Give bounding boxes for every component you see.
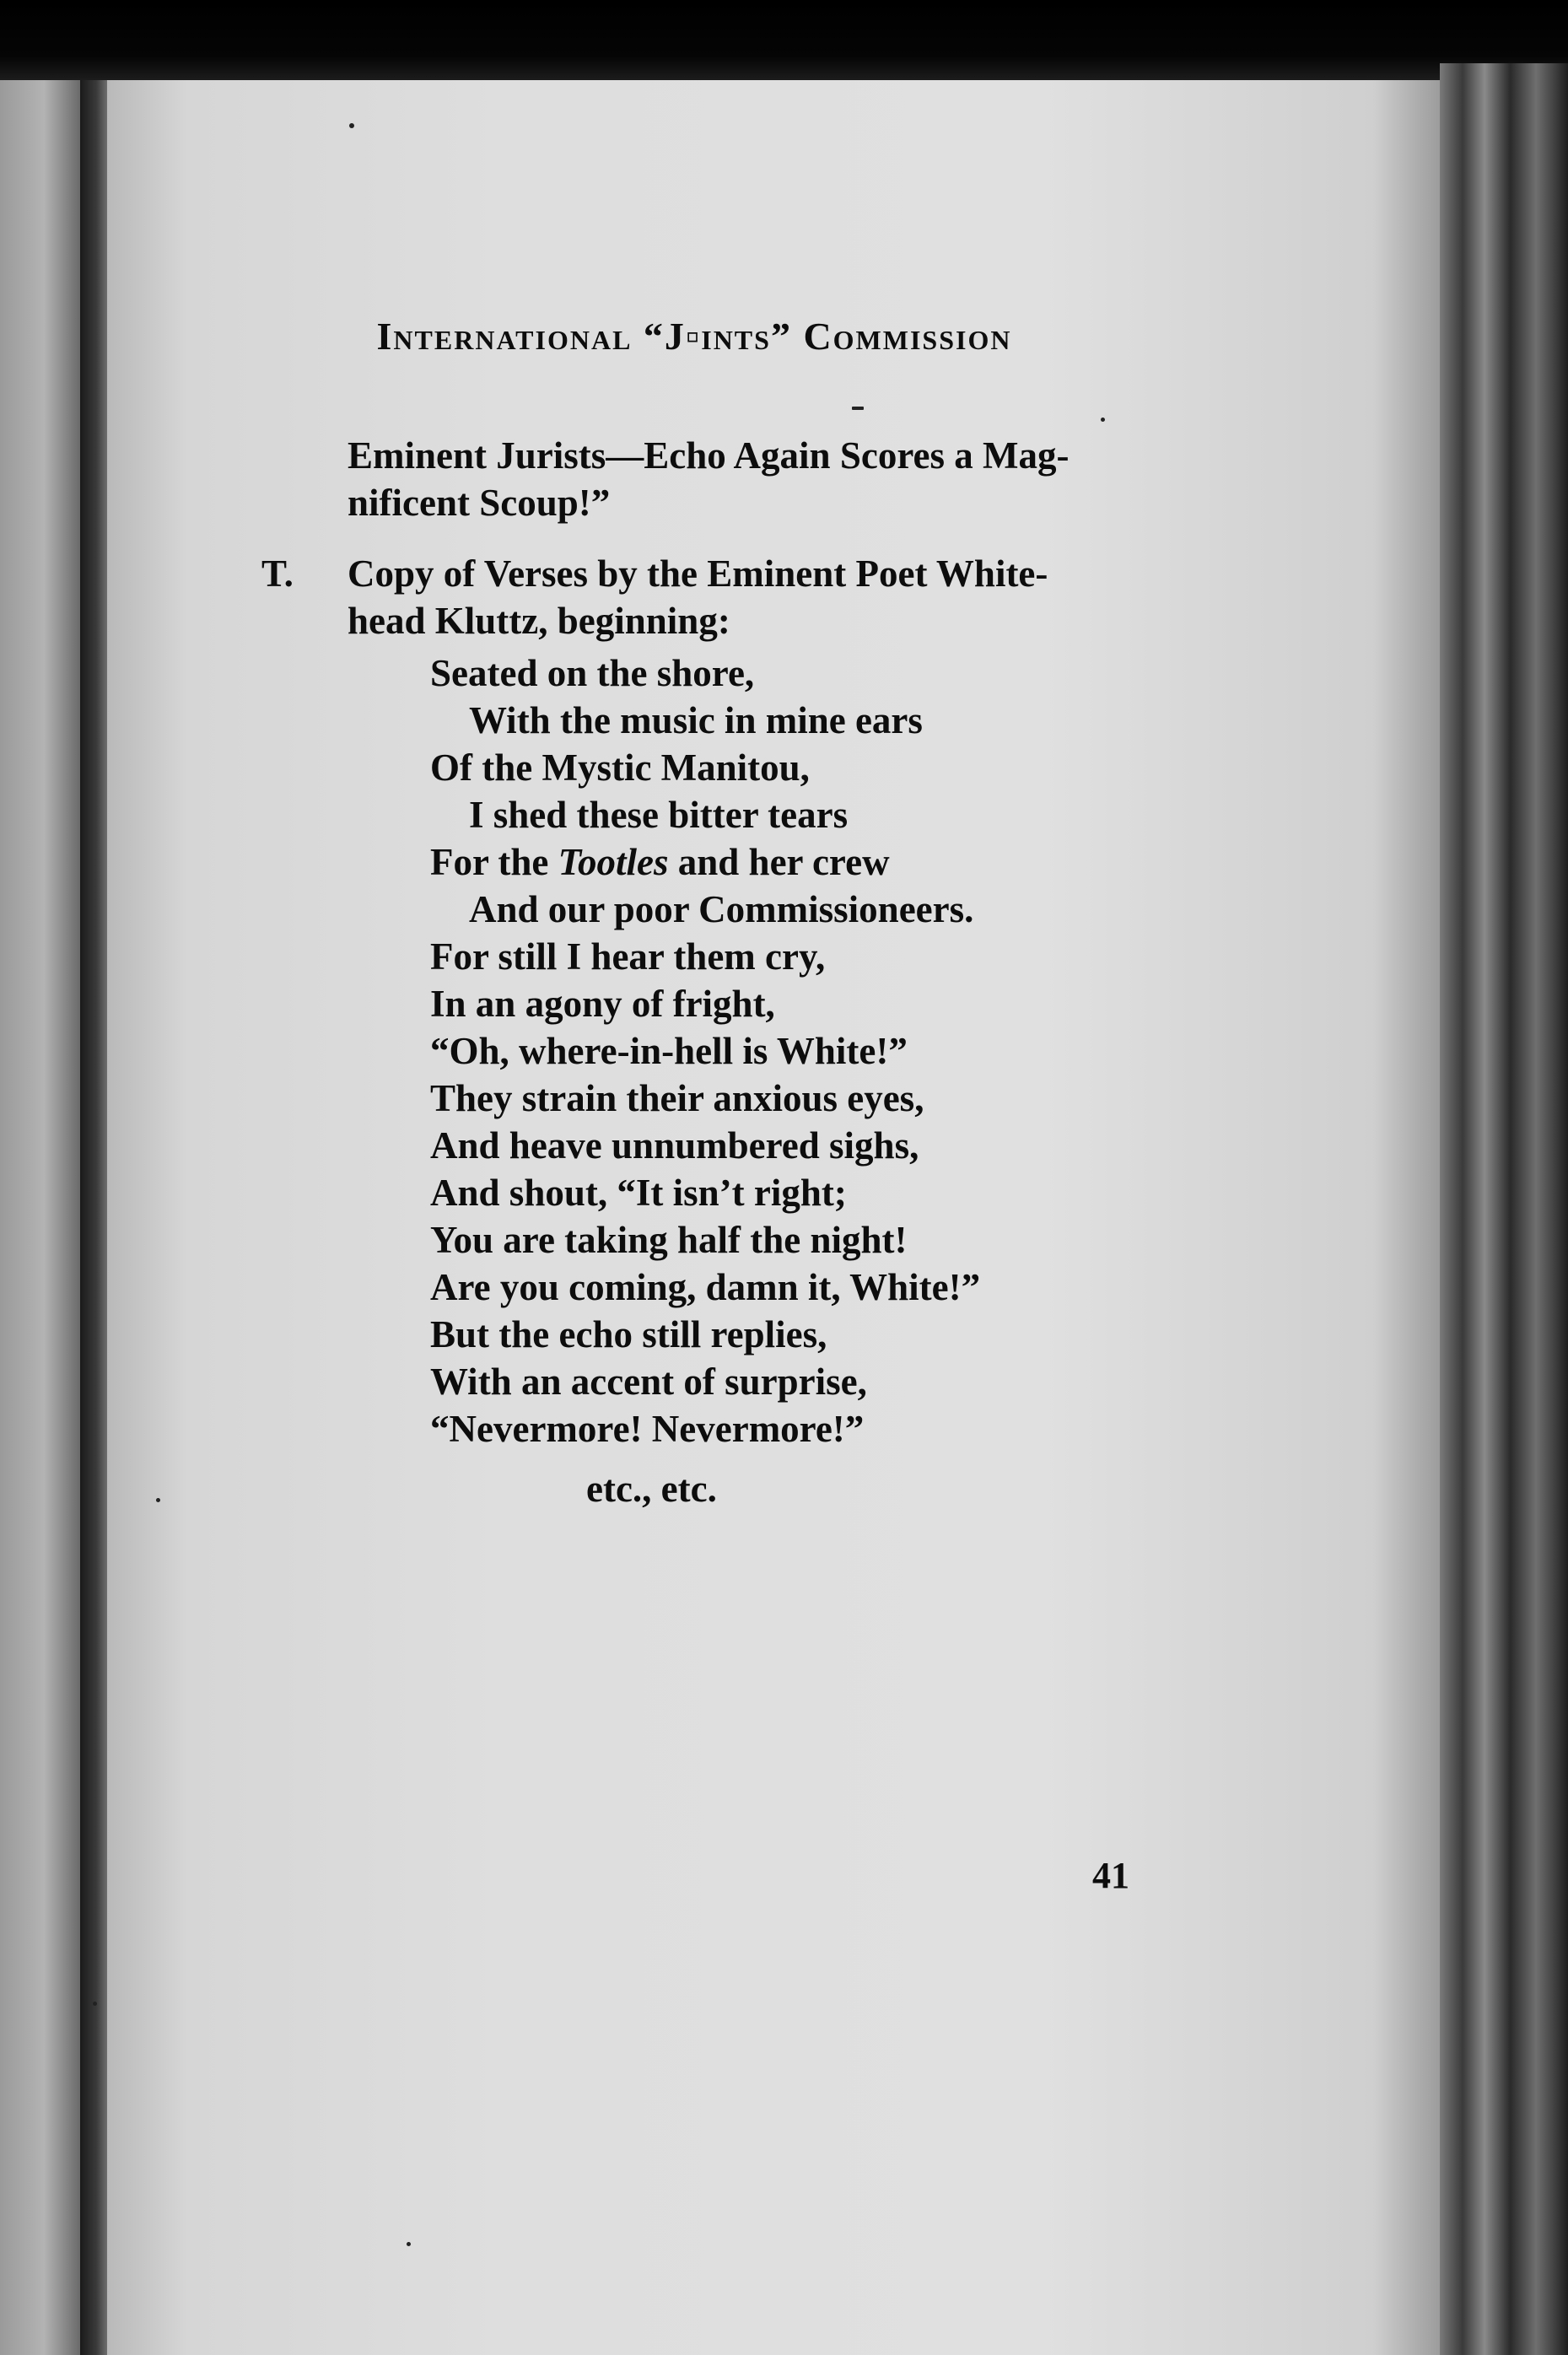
poem-line: With an accent of surprise,	[430, 1361, 867, 1403]
page-stack-edge	[1440, 63, 1568, 2355]
poem-line: Seated on the shore,	[430, 652, 755, 694]
poem-line-italic: Tootles	[558, 841, 669, 883]
poem-line: For still I hear them cry,	[430, 935, 826, 978]
scan-top-border	[0, 0, 1568, 80]
item-line: head Kluttz, beginning:	[348, 600, 730, 642]
running-header: International “J▫ints” Commission	[376, 315, 1012, 358]
item-line: Copy of Verses by the Eminent Poet White-	[348, 552, 1048, 595]
poem-line: They strain their anxious eyes,	[430, 1077, 924, 1119]
poem-line: “Nevermore! Nevermore!”	[430, 1408, 865, 1450]
poem-line: Of the Mystic Manitou,	[430, 746, 810, 789]
item-marker: T.	[261, 552, 294, 595]
speck	[93, 2002, 97, 2006]
speck	[852, 407, 864, 410]
poem-line	[430, 838, 980, 886]
etc-line: etc., etc.	[586, 1468, 717, 1510]
speck	[1101, 418, 1105, 422]
poem-line: But the echo still replies,	[430, 1313, 827, 1355]
continuation-line: Eminent Jurists—Echo Again Scores a Mag-	[348, 434, 1070, 477]
poem-line: And shout, “It isn’t right;	[430, 1172, 847, 1214]
speck	[349, 123, 354, 128]
page-number: 41	[1092, 1855, 1129, 1896]
poem-line: And heave unnumbered sighs,	[430, 1124, 919, 1167]
poem-line: With the music in mine ears	[469, 699, 923, 741]
poem-line: Are you coming, damn it, White!”	[430, 1266, 981, 1308]
poem-line: “Oh, where-in-hell is White!”	[430, 1030, 908, 1072]
poem-line-text: For the	[430, 841, 558, 883]
poem-line: You are taking half the night!	[430, 1219, 908, 1261]
item-text	[348, 550, 1048, 644]
poem	[430, 649, 980, 1452]
poem-line: In an agony of fright,	[430, 983, 775, 1025]
speck	[156, 1498, 160, 1502]
gutter-shadow	[80, 80, 107, 2355]
speck	[407, 2242, 411, 2246]
continuation-line: nificent Scoup!”	[348, 482, 611, 524]
poem-line-text: and her crew	[668, 841, 890, 883]
continuation-text	[348, 432, 1069, 526]
poem-line: I shed these bitter tears	[469, 794, 849, 836]
poem-line: And our poor Commissioneers.	[469, 888, 974, 930]
facing-page-edge	[0, 80, 80, 2355]
